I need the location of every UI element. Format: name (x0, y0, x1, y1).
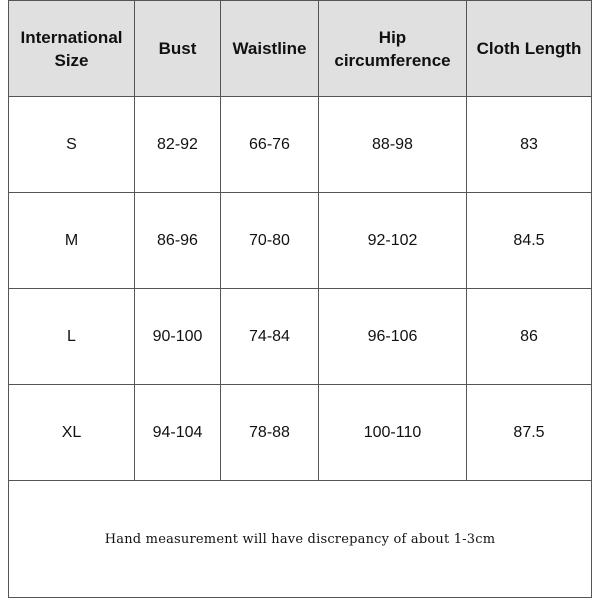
header-hip-circumference (319, 1, 467, 97)
cell-size: S (9, 97, 135, 193)
cell-waist: 78-88 (221, 385, 319, 481)
table-body (9, 97, 592, 481)
cell-size: L (9, 289, 135, 385)
table-footer (9, 481, 592, 598)
header-row (9, 1, 592, 97)
cell-waist: 74-84 (221, 289, 319, 385)
cell-hip: 92-102 (319, 193, 467, 289)
cell-bust: 86-96 (135, 193, 221, 289)
cell-length: 87.5 (467, 385, 592, 481)
cell-length: 86 (467, 289, 592, 385)
cell-length: 84.5 (467, 193, 592, 289)
table-row (9, 385, 592, 481)
cell-waist: 70-80 (221, 193, 319, 289)
note-row (9, 481, 592, 598)
header-size-line2: Size (54, 50, 89, 70)
table-row (9, 97, 592, 193)
header-international-size (9, 1, 135, 97)
cell-bust: 94-104 (135, 385, 221, 481)
cell-waist: 66-76 (221, 97, 319, 193)
header-hip-line2: circumference (334, 50, 451, 70)
header-size-line1: International (20, 27, 123, 47)
size-chart-table (8, 0, 592, 598)
header-waistline: Waistline (221, 1, 319, 97)
cell-hip: 100-110 (319, 385, 467, 481)
header-bust: Bust (135, 1, 221, 97)
cell-hip: 96-106 (319, 289, 467, 385)
cell-hip: 88-98 (319, 97, 467, 193)
header-hip-line1: Hip (378, 27, 407, 47)
cell-bust: 90-100 (135, 289, 221, 385)
cell-bust: 82-92 (135, 97, 221, 193)
table-row (9, 289, 592, 385)
cell-length: 83 (467, 97, 592, 193)
measurement-note: Hand measurement will have discrepancy of about 1-3cm (9, 481, 592, 598)
cell-size: M (9, 193, 135, 289)
table-header (9, 1, 592, 97)
cell-size: XL (9, 385, 135, 481)
header-cloth-length: Cloth Length (467, 1, 592, 97)
table-row (9, 193, 592, 289)
